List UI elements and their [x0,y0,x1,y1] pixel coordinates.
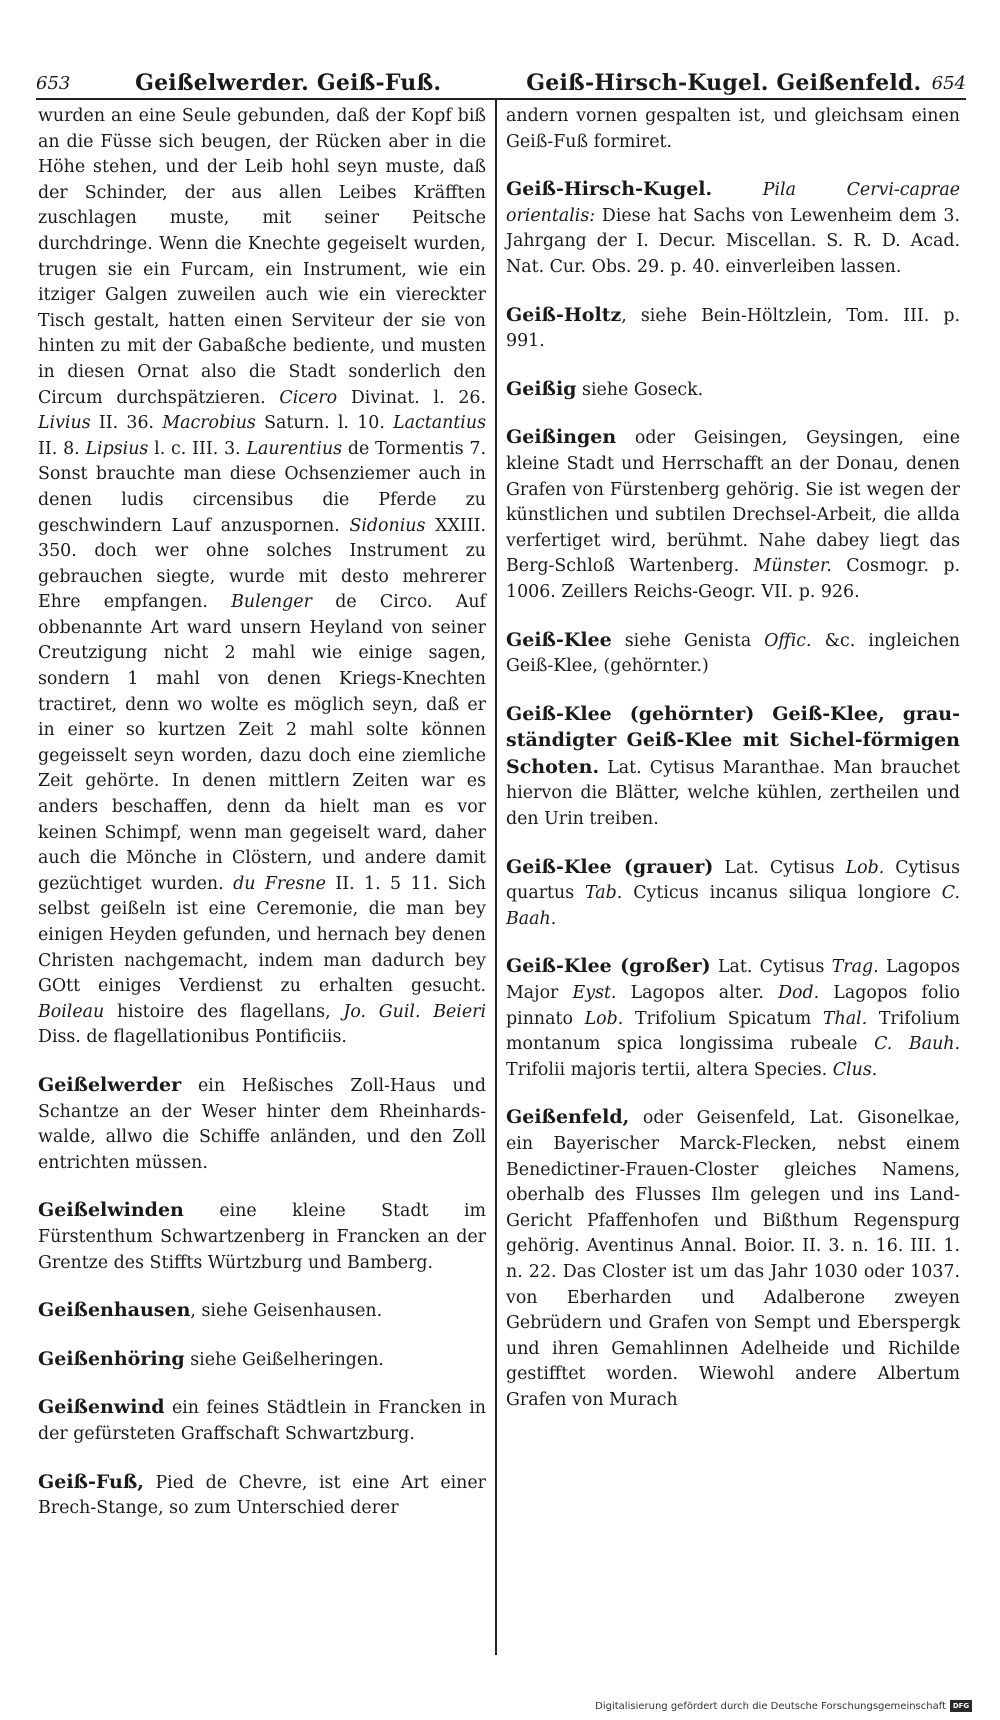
citation-author: C. Bauh. [874,1034,960,1055]
left-running-title: Geißelwerder. Geiß-Fuß. [135,70,442,96]
dfg-logo-icon: DFG [950,1700,972,1712]
entry-text: doch wer ohne solches Instrument zu gebrauchen siegte, wurde mit desto mehrerer Ehre empfangen. [38,541,486,613]
citation-author: Aventinus [586,1236,674,1257]
citation-author: Clus. [832,1059,878,1080]
entry-text: siehe Goseck. [582,379,704,400]
citation-locus: II. 36. [98,413,155,434]
entry-text: Das Closter ist um das Jahr 1030 oder 1037. von Eberharden und Adalberone zweyen Gebrüdern und Grafen von Sempt und Eberspergk und ihren Gemahlinnen Adelheide und Richilde gestifftet worden. Wiewohl andere Albertum Grafen von Murach [506,1261,961,1410]
citation-author: Jo. Guil. Beieri [343,1001,487,1022]
citation-author: Tab. [585,883,623,904]
entry-latin-term: Cyticus incanus siliqua longiore [633,883,931,904]
entry-text: ein Heßisches Zoll-Haus und Schantze an der Weser hinter dem Rheinhards-walde, allwo die Schiffe anländen, und den Zoll entrichten müssen. [38,1075,486,1173]
citation-locus: II. 1. 5 11. [335,873,439,894]
footer-credit: Digitalisierung gefördert durch die Deutsche Forschungsgemeinschaft [595,1700,946,1712]
entry-latin-term: Pila Cervi-caprae orientalis: [506,180,961,226]
entry-text: ein feines Städtlein in Francken in der gefürsteten Graffschaft Schwartzburg. [38,1398,486,1444]
citation-author: Cicero [279,387,338,408]
entry-text: , siehe Bein-Höltzlein, Tom. III. p. 991. [506,305,960,352]
entry-geissenhoering [38,1347,486,1374]
entry-text: siehe Genista [624,630,752,651]
left-page-number: 653 [36,72,71,94]
citation-locus: de Tormentis 7. [347,438,487,459]
entry-lemma: Geißenwind [38,1396,165,1419]
citation-author: Eyst. [572,983,617,1004]
entry-lemma: Geißenhausen [38,1299,191,1322]
entry-text: eine kleine Stadt im Fürstenthum Schwartzenberg in Francken an der Grentze des Stiffts Würtzburg und Bamberg. [38,1201,486,1273]
citation-author: Dod. [778,983,820,1004]
entry-text: Lat. Cytisus [724,857,835,878]
citation-locus: l. c. III. 3. [154,438,241,459]
entry-lemma: Geiß-Klee (gehörnter) Geiß-Klee, grau-ständigter Geiß-Klee mit Sichel-förmigen Schoten. [506,702,960,778]
entry-text: siehe Geißelheringen. [190,1349,384,1370]
citation-locus: Zeillers Reichs-Geogr. VII. p. 926. [561,581,860,602]
entry-geiss-klee-grosser [506,954,960,1083]
citation-abbrev: Offic. [764,630,812,651]
entry-text: , siehe Geisenhausen. [190,1301,383,1322]
entry-text: Diese hat Sachs von Lewenheim dem 3. Jahrgang der I. Decur. Miscellan. S. R. D. Acad. Nat. Cur. Obs. 29. p. 40. einverleiben lassen. [506,205,960,277]
entry-text: oder Geisingen, Geysingen, eine kleine Stadt und Herrschafft an der Donau, denen Grafen von Fürstenberg gehörig. Sie ist wegen der künstlichen und subtilen Drechsel-Arbeit, die allda verfertiget wird, berühmt. Nahe dabey liegt das Berg-Schloß Wartenberg. [506,428,961,577]
entry-geiss-fuss-continued [506,104,960,155]
citation-author: Livius [38,413,91,434]
entry-text: oder Geisenfeld, Lat. Gisonelkae, ein Bayerischer Marck-Flecken, nebst einem Benedictiner-Frauen-Closter gleiches Namens, oberhalb des Flusses Ilm gelegen und ins Land-Gericht Pfaffenhofen und Bißthum Regenspurg gehörig. [506,1108,960,1257]
citation-author: Bulenger [231,592,312,613]
entry-text: wurden an eine Seule gebunden, daß der Kopf biß an die Füsse sich beugen, der Rücken aber in die Höhe stehen, und der Leib hohl seyn muste, daß der Schinder, der aus allen Leibes Kräfften zuschlagen muste, mit seiner Peitsche durchdringe. Wenn die Knechte gegeiselt wurden, trugen sie ein Furcam, ein Instrument, wie ein itziger Galgen zuweilen auch wie ein viereckter Tisch gestalt, hatten einen Serviteur der sie von hinten zu mit der Gabaßche bediente, und musten in diesen Ornat also die Stadt sonderlich den Circum durchspätzieren. [38,106,486,408]
entry-latin-term: Trifolium montanum spica longissima rubeale [506,1008,961,1055]
citation-author: Laurentius [246,438,343,459]
entry-lemma: Geißenfeld, [506,1106,630,1129]
citation-locus: Saturn. l. 10. [264,413,385,434]
entry-latin-term: Trifolium Spicatum [634,1008,812,1029]
entry-geiss-klee-gehoernter [506,702,960,833]
entry-lemma: Geiß-Fuß, [38,1470,144,1493]
citation-locus: Divinat. l. 26. [350,387,487,408]
entry-geiss-hirsch-kugel [506,177,960,280]
entry-geisseln-continued [38,104,486,1051]
citation-author: C. Baah. [506,883,961,929]
citation-locus: Diss. de flagellationibus Pontificiis. [38,1027,347,1048]
entry-text: &c. ingleichen Geiß-Klee, (gehörnter.) [506,630,961,677]
citation-author: Lob. [845,857,885,878]
entry-latin-term: Lagopos alter. [630,983,764,1004]
citation-author: Boileau [38,1001,105,1022]
entry-lemma: Geiß-Hirsch-Kugel. [506,178,713,201]
entry-geissig [506,377,960,404]
entry-lemma: Geißelwinden [38,1199,184,1222]
citation-locus: de Circo. [335,592,433,613]
entry-geisselwerder [38,1073,486,1176]
entry-geiss-holtz [506,303,960,355]
entry-french-term: Pied de Chevre, [155,1472,308,1493]
citation-locus: histoire des flagellans, [116,1001,331,1022]
entry-lemma: Geiß-Klee (grauer) [506,855,714,878]
entry-geiss-fuss [38,1470,486,1522]
entry-geissenwind [38,1395,486,1447]
header-rule [36,98,966,100]
entry-text: ist eine Art einer Brech-Stange, so zum Unterschied derer [38,1472,486,1519]
right-page-number: 654 [931,72,966,94]
column-divider [495,100,497,1655]
entry-geisselwinden [38,1198,486,1276]
entry-latin-term: Cytisus quartus [506,857,961,904]
citation-author: Lipsius [85,438,149,459]
digitization-footer [595,1700,972,1712]
citation-author: du Fresne [233,873,326,894]
entry-latin-term: Trifolii majoris tertii, altera Species. [506,1059,828,1080]
entry-lemma: Geißelwerder [38,1073,182,1096]
entry-latin-term: Lagopos folio pinnato [506,983,960,1029]
citation-author: Lob. [584,1008,624,1029]
entry-lemma: Geiß-Klee (großer) [506,955,711,978]
entry-text: Lat. Cytisus Maranthae. Man brauchet hiervon die Blätter, welche kühlen, zertheilen und den Urin treiben. [506,757,960,830]
entry-lemma: Geiß-Holtz [506,303,622,326]
citation-author: Trag. [831,957,879,978]
citation-author: Münster. [753,556,832,577]
entry-lemma: Geißenhöring [38,1347,185,1370]
citation-locus: Annal. Boior. II. 3. n. 16. III. 1. n. 22. [506,1236,960,1282]
entry-text: Sonst brauchte man diese Ochsenziemer auch in denen ludis circensibus die Pferde zu geschwindern Lauf anzuspornen. [38,464,486,536]
entry-text: Auf obbenannte Art ward unsern Heyland von seiner Creutzigung nicht 2 mahl wie einige sagen, sondern 1 mahl von denen Kriegs-Knechten tractiret, denn wo wolte es möglich seyn, daß er in einer so kurtzen Zeit 2 mahl solte können gegeisselt seyn worden, dazu doch eine ziemliche Zeit gehörte. In denen mittlern Zeiten war es anders beschaffen, denn da hielt man es vor keinen Schimpf, wenn man gegeiselt ward, daher auch die Mönche in Clöstern, und andere damit gezüchtiget wurden. [38,592,486,894]
entry-geissingen [506,425,960,605]
citation-locus: II. 8. [38,438,80,459]
entry-geiss-klee [506,628,960,680]
citation-locus: XXIII. 350. [38,515,487,562]
entry-geiss-klee-grauer [506,855,960,933]
entry-latin-term: Lagopos Major [506,957,960,1004]
entry-text: andern vornen gespalten ist, und gleichsam einen Geiß-Fuß formiret. [506,106,960,152]
entry-lemma: Geißingen [506,426,617,449]
entry-text: Sich selbst geißeln ist eine Ceremonie, die man bey einigen Heyden gefunden, und hernach bey denen Christen nachgemacht, indem man dadurch bey GOtt einiges Verdienst zu erhalten gesucht. [38,873,487,997]
citation-locus: Cosmogr. p. 1006. [506,556,960,602]
citation-author: Macrobius [162,413,256,434]
citation-author: Sidonius [349,515,426,536]
entry-text: Lat. Cytisus [717,957,825,978]
entry-lemma: Geißig [506,377,577,400]
right-running-title: Geiß-Hirsch-Kugel. Geißenfeld. [526,70,922,96]
right-column [506,104,960,1424]
citation-author: Thal. [822,1008,868,1029]
citation-author: Lactantius [393,413,486,434]
entry-geissenfeld [506,1105,960,1413]
entry-geissenhausen [38,1298,486,1325]
entry-lemma: Geiß-Klee [506,628,612,651]
left-column [38,104,486,1532]
